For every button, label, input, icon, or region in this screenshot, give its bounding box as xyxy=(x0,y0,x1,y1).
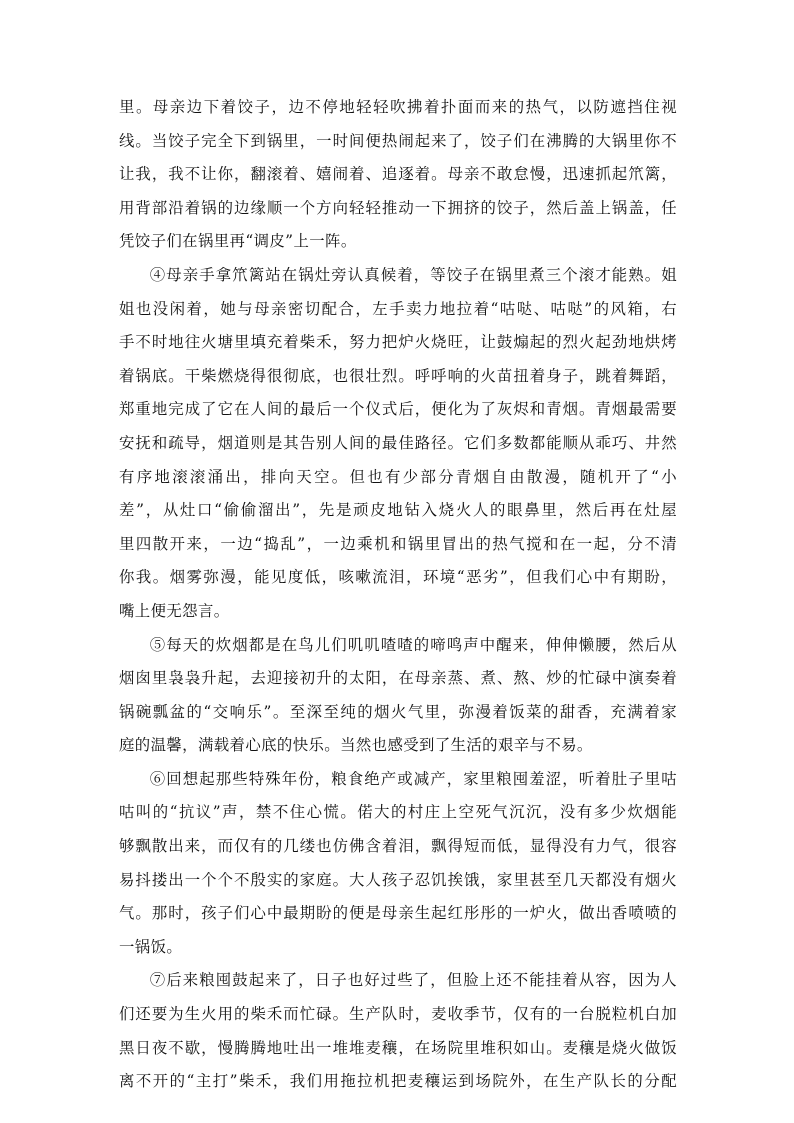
text-line: 里。母亲边下着饺子，边不停地轻轻吹拂着扑面而来的热气，以防遮挡住视 xyxy=(119,98,677,116)
text-line: 们还要为生火用的柴禾而忙碌。生产队时，麦收季节，仅有的一台脱粒机白加 xyxy=(119,1005,677,1024)
paragraph-p5 xyxy=(119,629,677,763)
text-line: 姐也没闲着，她与母亲密切配合，左手卖力地拉着“咕哒、咕哒”的风箱，右 xyxy=(119,299,677,318)
paragraph-p7 xyxy=(119,964,677,1098)
text-line: ⑤每天的炊烟都是在鸟儿们叽叽喳喳的啼鸣声中醒来，伸伸懒腰，然后从 xyxy=(149,635,677,654)
paragraph-p6 xyxy=(119,763,677,965)
text-line: 黑日夜不歇，慢腾腾地吐出一堆堆麦穰，在场院里堆积如山。麦穰是烧火做饭 xyxy=(119,1038,677,1057)
text-line: 凭饺子们在锅里再“调皮”上一阵。 xyxy=(119,232,357,251)
text-line: 你我。烟雾弥漫，能见度低，咳嗽流泪，环境“恶劣”，但我们心中有期盼， xyxy=(119,568,677,587)
text-line: 烟囱里袅袅升起，去迎接初升的太阳，在母亲蒸、煮、熬、炒的忙碌中演奏着 xyxy=(119,669,677,688)
text-line: 易抖搂出一个个不殷实的家庭。大人孩子忍饥挨饿，家里甚至几天都没有烟火 xyxy=(119,870,677,889)
text-line: 用背部沿着锅的边缘顺一个方向轻轻推动一下拥挤的饺子，然后盖上锅盖，任 xyxy=(119,198,677,217)
text-line: ⑥回想起那些特殊年份，粮食绝产或减产，家里粮囤羞涩，听着肚子里咕 xyxy=(149,769,677,788)
text-line: 有序地滚滚涌出，排向天空。但也有少部分青烟自由散漫，随机开了“小 xyxy=(119,467,677,486)
text-line: 咕叫的“抗议”声，禁不住心慌。偌大的村庄上空死气沉沉，没有多少炊烟能 xyxy=(119,803,677,822)
text-line: 锅碗瓢盆的“交响乐”。至深至纯的烟火气里，弥漫着饭菜的甜香，充满着家 xyxy=(119,702,677,721)
text-line: 气。那时，孩子们心中最期盼的便是母亲生起红彤彤的一炉火，做出香喷喷的 xyxy=(119,904,677,923)
text-line: 让我，我不让你，翻滚着、嬉闹着、追逐着。母亲不敢怠慢，迅速抓起笊篱， xyxy=(119,165,677,184)
text-line: 差”，从灶口“偷偷溜出”，先是顽皮地钻入烧火人的眼鼻里，然后再在灶屋 xyxy=(119,501,677,520)
text-line: 线。当饺子完全下到锅里，一时间便热闹起来了，饺子们在沸腾的大锅里你不 xyxy=(119,131,677,150)
paragraph-p3-cont xyxy=(119,91,677,259)
article-body xyxy=(119,91,677,1099)
text-line: 安抚和疏导，烟道则是其告别人间的最佳路径。它们多数都能顺从乖巧、井然 xyxy=(119,433,677,452)
text-line: ④母亲手拿笊篱站在锅灶旁认真候着，等饺子在锅里煮三个滚才能熟。姐 xyxy=(149,265,677,284)
text-line: 郑重地完成了它在人间的最后一个仪式后，便化为了灰烬和青烟。青烟最需要 xyxy=(119,400,677,419)
text-line: 里四散开来，一边“捣乱”，一边乘机和锅里冒出的热气搅和在一起，分不清 xyxy=(119,534,677,553)
text-line: 手不时地往火塘里填充着柴禾，努力把炉火烧旺，让鼓煽起的烈火起劲地烘烤 xyxy=(119,333,677,352)
text-line: 一锅饭。 xyxy=(119,937,183,956)
text-line: 嘴上便无怨言。 xyxy=(119,601,230,620)
paragraph-p4 xyxy=(119,259,677,629)
text-line: ⑦后来粮囤鼓起来了，日子也好过些了，但脸上还不能挂着从容，因为人 xyxy=(149,971,677,990)
text-line: 庭的温馨，满载着心底的快乐。当然也感受到了生活的艰辛与不易。 xyxy=(119,736,593,755)
text-line: 着锅底。干柴燃烧得很彻底，也很壮烈。呼呼响的火苗扭着身子，跳着舞蹈， xyxy=(119,366,677,385)
text-line: 离不开的“主打”柴禾，我们用拖拉机把麦穰运到场院外，在生产队长的分配 xyxy=(119,1072,677,1091)
text-line: 够飘散出来，而仅有的几缕也仿佛含着泪，飘得短而低，显得没有力气，很容 xyxy=(119,837,677,856)
